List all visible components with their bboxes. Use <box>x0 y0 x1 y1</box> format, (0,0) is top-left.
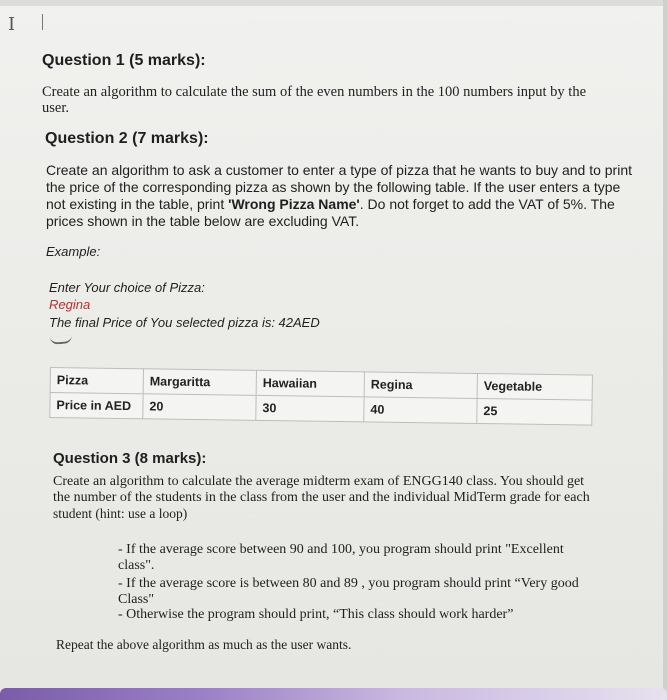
example-input: Regina <box>49 297 91 312</box>
pizza-price-table <box>49 367 593 426</box>
q2-line3-post: . Do not forget to add the VAT of 5%. The <box>359 196 615 212</box>
q2-line3-bold: 'Wrong Pizza Name' <box>228 196 360 212</box>
q3-line1: Create an algorithm to calculate the average midterm exam of ENGG140 class. You should get <box>53 474 585 489</box>
table-cell: 30 <box>256 395 364 422</box>
q3-bullet2b: Class" <box>118 592 155 607</box>
q3-line3: student (hint: use a loop) <box>53 506 188 521</box>
q3-repeat: Repeat the above algorithm as much as the user wants. <box>56 637 352 652</box>
q2-line1: Create an algorithm to ask a customer to enter a type of pizza that he wants to buy and to print <box>46 162 632 178</box>
table-cell: 25 <box>477 398 592 425</box>
table-cell: Pizza <box>50 368 143 394</box>
q3-bullet3: - Otherwise the program should print, “This class should work harder” <box>118 607 514 622</box>
q3-line2: the number of the students in the class from the user and the individual MidTerm grade for each <box>53 490 590 505</box>
table-cell: 20 <box>143 394 256 421</box>
q2-title: Question 2 (7 marks): <box>45 130 209 147</box>
example-prompt: Enter Your choice of Pizza: <box>49 280 205 295</box>
q1-line1: Create an algorithm to calculate the sum of the even numbers in the 100 numbers input by the <box>42 84 587 100</box>
caret-mark <box>42 14 43 30</box>
text-cursor-icon: I <box>8 14 16 35</box>
table-cell: Hawaiian <box>256 370 364 397</box>
q2-line2: the price of the corresponding pizza as shown by the following table. If the user enters a type <box>46 179 621 195</box>
table-cell: Price in AED <box>50 393 143 419</box>
q1-title: Question 1 (5 marks): <box>42 52 206 69</box>
table-cell: Regina <box>364 372 477 399</box>
example-label: Example: <box>46 244 101 259</box>
q3-bullet1a: - If the average score between 90 and 100, you program should print "Excellent <box>118 542 564 557</box>
table-cell: Margaritta <box>143 369 256 396</box>
right-edge <box>663 0 667 700</box>
bottom-edge-strip <box>0 688 667 700</box>
q1-line2: user. <box>42 100 69 116</box>
q3-title: Question 3 (8 marks): <box>53 450 207 467</box>
pen-mark <box>50 335 73 345</box>
table-cell: Vegetable <box>477 373 592 400</box>
q2-line3 <box>46 196 615 213</box>
q2-line4: prices shown in the table below are excluding VAT. <box>46 213 360 229</box>
q3-bullet1b: class". <box>118 558 155 573</box>
q2-line3-pre: not existing in the table, print <box>46 196 229 212</box>
example-output: The final Price of You selected pizza is: 42AED <box>49 315 320 330</box>
table-cell: 40 <box>364 397 477 424</box>
q3-bullet2a: - If the average score is between 80 and 89 , you program should print “Very good <box>118 576 579 591</box>
top-edge <box>0 0 667 6</box>
